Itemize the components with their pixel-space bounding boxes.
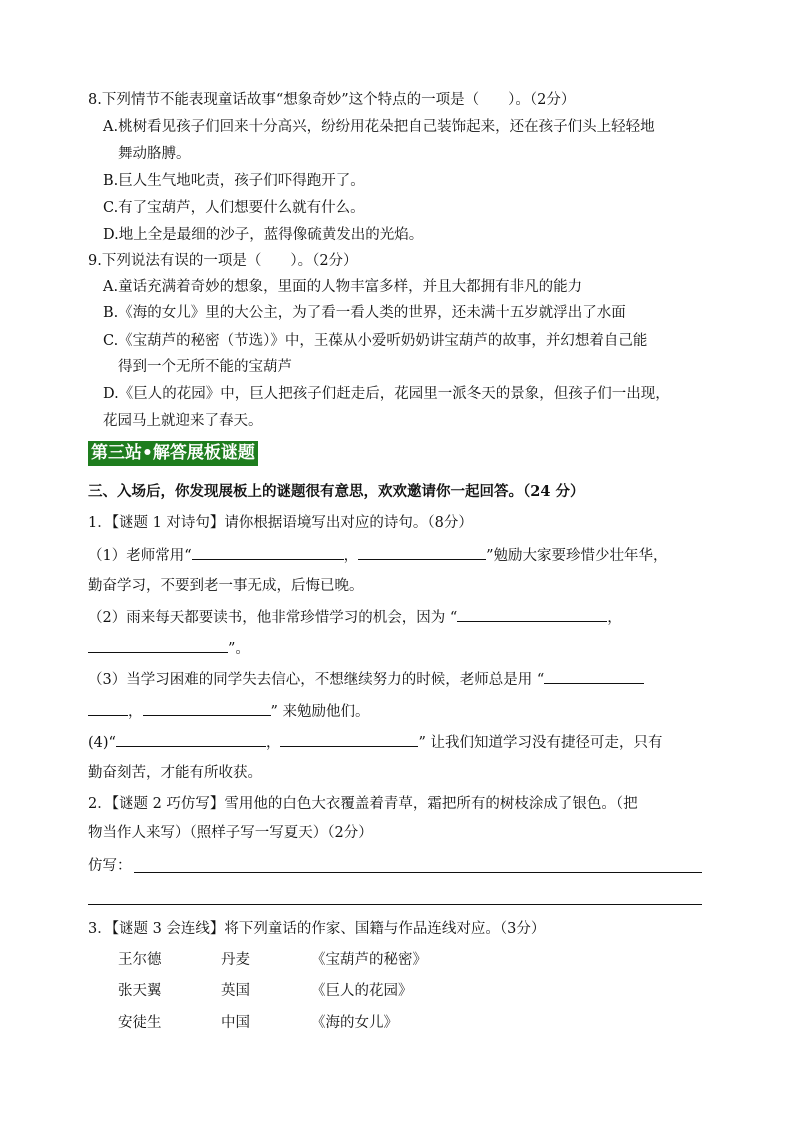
- answer-blank[interactable]: [116, 732, 266, 747]
- answer-blank[interactable]: [280, 732, 418, 747]
- country-item[interactable]: 英国: [221, 983, 250, 999]
- q8-option-a: A.桃树看见孩子们回来十分高兴，纷纷用花朵把自己装饰起来，还在孩子们头上轻轻地: [103, 119, 655, 135]
- writing-line[interactable]: [88, 904, 702, 905]
- q9-option-d-cont: 花园马上就迎来了春天。: [103, 413, 263, 429]
- puzzle1-item2: （2）雨来每天都要读书，他非常珍惜学习的机会，因为 “ ，: [88, 607, 622, 628]
- puzzle1-item4: (4)“ ， ” 让我们知道学习没有捷径可走，只有: [88, 732, 662, 753]
- author-item[interactable]: 王尔德: [118, 952, 162, 968]
- puzzle1-item2-cont: ”。: [88, 638, 250, 659]
- q8-option-a-cont: 舞动胳膊。: [118, 146, 191, 162]
- q9-stem: 9.下列说法有误的一项是（ ）。（2分）: [88, 253, 358, 269]
- q9-option-b: B.《海的女儿》里的大公主，为了看一看人类的世界，还未满十五岁就浮出了水面: [103, 305, 626, 321]
- puzzle2-label: 仿写：: [88, 858, 132, 874]
- q9-option-a: A.童话充满着奇妙的想象，里面的人物丰富多样，并且大都拥有非凡的能力: [103, 279, 583, 295]
- puzzle3-title: 3．【谜题 3 会连线】将下列童话的作家、国籍与作品连线对应。（3分）: [88, 921, 546, 937]
- answer-blank[interactable]: [88, 638, 228, 653]
- q8-option-d: D.地上全是最细的沙子，蓝得像硫黄发出的光焰。: [103, 227, 424, 243]
- q8-option-b: B.巨人生气地叱责，孩子们吓得跑开了。: [103, 173, 365, 189]
- work-item[interactable]: 《宝葫芦的秘密》: [311, 952, 427, 968]
- country-item[interactable]: 丹麦: [221, 952, 250, 968]
- puzzle2-line1: 2．【谜题 2 巧仿写】雪用他的白色大衣覆盖着青草，霜把所有的树枝涂成了银色。（把: [88, 796, 638, 812]
- answer-blank[interactable]: [88, 701, 128, 716]
- puzzle1-item1-cont: 勤奋学习，不要到老一事无成，后悔已晚。: [88, 578, 364, 594]
- puzzle1-title: 1．【谜题 1 对诗句】请你根据语境写出对应的诗句。（8分）: [88, 515, 473, 531]
- country-item[interactable]: 中国: [221, 1015, 250, 1031]
- author-item[interactable]: 张天翼: [118, 983, 162, 999]
- puzzle1-item4-cont: 勤奋刻苦，才能有所收获。: [88, 765, 262, 781]
- answer-blank[interactable]: [358, 545, 486, 560]
- answer-blank[interactable]: [143, 701, 271, 716]
- writing-line[interactable]: [134, 872, 702, 873]
- answer-blank[interactable]: [192, 545, 344, 560]
- puzzle2-line2: 物当作人来写）（照样子写一写夏天）（2分）: [88, 825, 373, 841]
- puzzle1-item3-cont: ， ” 来勉励他们。: [88, 701, 370, 722]
- work-item[interactable]: 《海的女儿》: [311, 1015, 398, 1031]
- section-banner: 第三站•解答展板谜题: [88, 441, 258, 466]
- puzzle1-item3: （3）当学习困难的同学失去信心，不想继续努力的时候，老师总是用 “: [88, 669, 644, 690]
- q9-option-c: C.《宝葫芦的秘密（节选）》中，王葆从小爱听奶奶讲宝葫芦的故事，并幻想着自己能: [103, 333, 648, 349]
- answer-blank[interactable]: [544, 669, 644, 684]
- answer-blank[interactable]: [457, 607, 607, 622]
- section-heading: 三、入场后，你发现展板上的谜题很有意思，欢欢邀请你一起回答。（24 分）: [88, 483, 585, 500]
- q8-stem: 8.下列情节不能表现童话故事“想象奇妙”这个特点的一项是（ ）。（2分）: [88, 92, 576, 108]
- puzzle1-item1: （1）老师常用“ ， ”勉励大家要珍惜少壮年华，: [88, 545, 668, 566]
- q9-option-c-cont: 得到一个无所不能的宝葫芦: [118, 359, 292, 375]
- author-item[interactable]: 安徒生: [118, 1015, 162, 1031]
- work-item[interactable]: 《巨人的花园》: [311, 983, 413, 999]
- q9-option-d: D.《巨人的花园》中，巨人把孩子们赶走后，花园里一派冬天的景象，但孩子们一出现，: [103, 386, 670, 402]
- q8-option-c: C.有了宝葫芦，人们想要什么就有什么。: [103, 200, 365, 216]
